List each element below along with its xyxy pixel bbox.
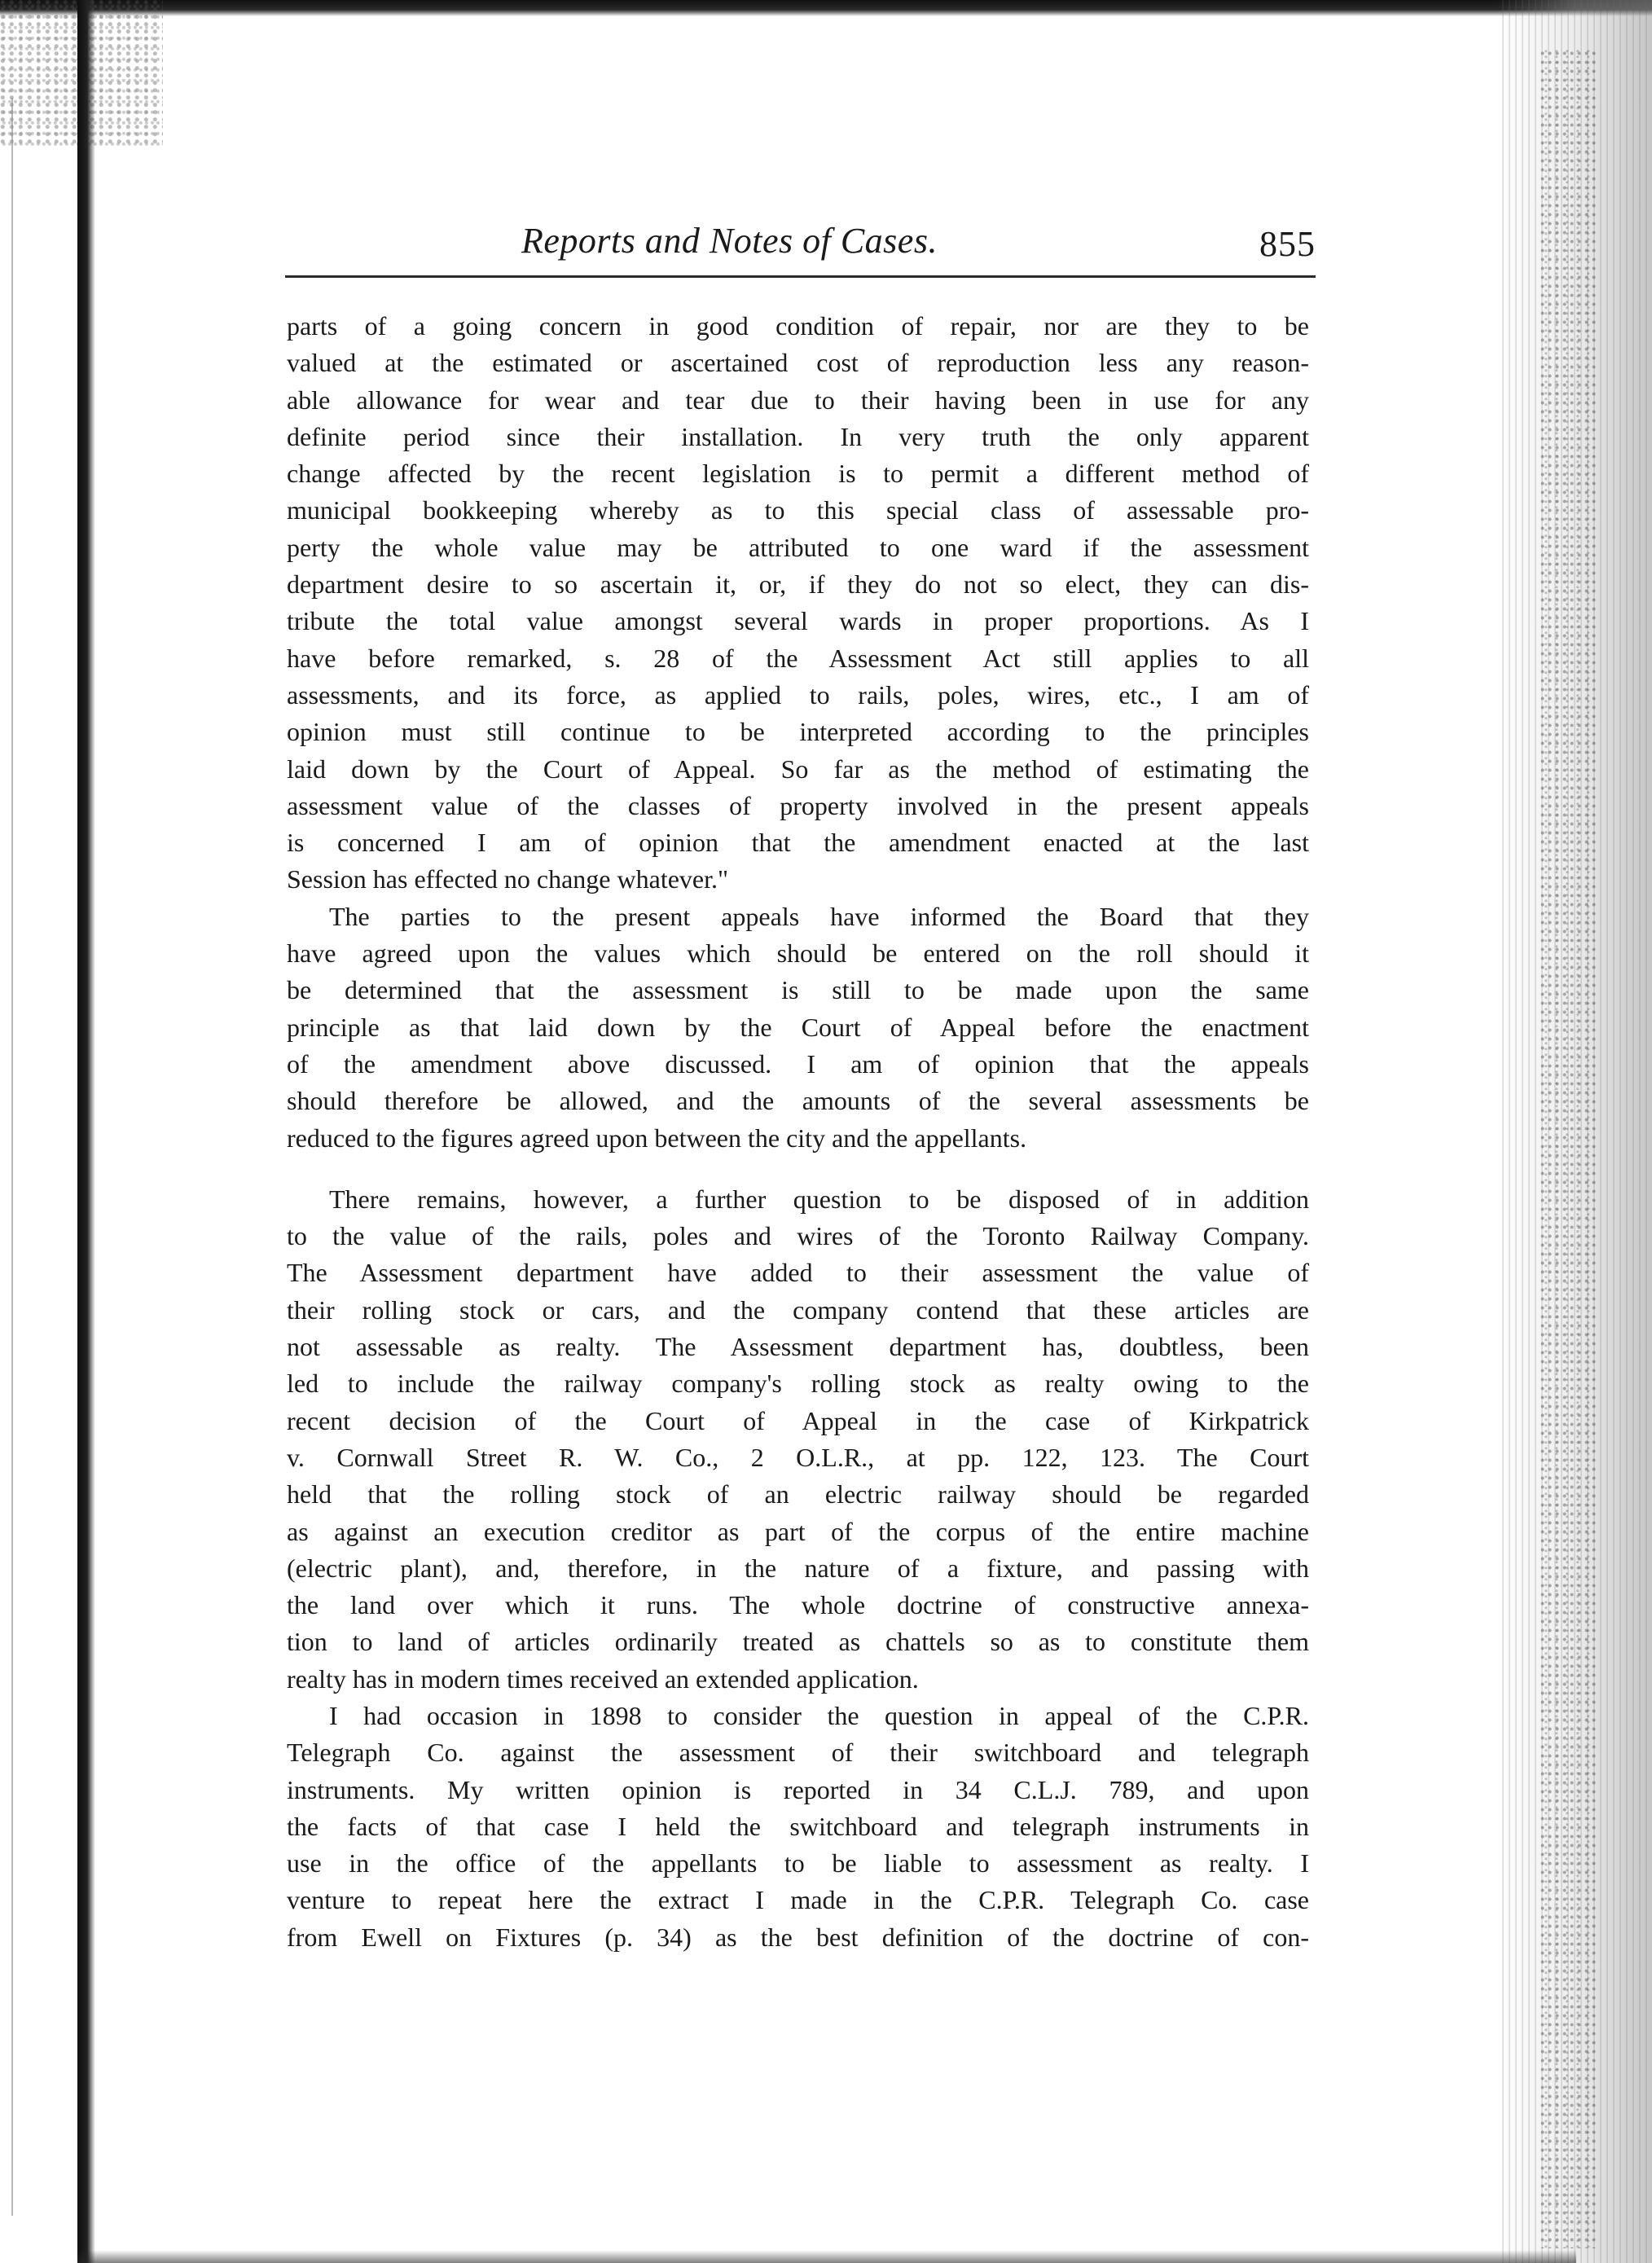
text-line: I had occasion in 1898 to consider the question in appeal of the C.P.R. [329,1700,1309,1730]
text-line: of the amendment above discussed. I am of opinion that the appeals [287,1048,1309,1079]
text-line: from Ewell on Fixtures (p. 34) as the best definition of the doctrine of con- [287,1922,1309,1952]
paragraph-2 [287,899,1309,1157]
text-line: reduced to the figures agreed upon between the city and the appellants. [287,1123,1027,1153]
text-line: should therefore be allowed, and the amounts of the several assessments be [287,1086,1309,1116]
paragraph-3 [287,1181,1309,1698]
text-line: municipal bookkeeping whereby as to this special class of assessable pro- [287,495,1309,525]
text-line: able allowance for wear and tear due to their having been in use for any [287,384,1309,415]
text-line: their rolling stock or cars, and the company contend that these articles are [287,1294,1309,1325]
text-line: have before remarked, s. 28 of the Assessment Act still applies to all [287,643,1309,673]
text-line: use in the office of the appellants to be liable to assessment as realty. I [287,1848,1309,1879]
text-line: the land over which it runs. The whole doctrine of constructive annexa- [287,1590,1309,1620]
page-number: 855 [1259,224,1316,264]
text-line: the facts of that case I held the switchboard and telegraph instruments in [287,1811,1309,1841]
text-line: department desire to so ascertain it, or, if they do not so elect, they can dis- [287,569,1309,600]
text-line: be determined that the assessment is still to be made upon the same [287,975,1309,1005]
text-line: tion to land of articles ordinarily treated as chattels so as to constitute them [287,1627,1309,1657]
text-line: led to include the railway company's rolling stock as realty owing to the [287,1369,1309,1399]
text-line: realty has in modern times received an extended application. [287,1663,919,1694]
text-line: definite period since their installation. In very truth the only apparent [287,421,1309,451]
scan-edge-left-line [11,98,13,2216]
scan-edge-top [0,0,1652,16]
text-line: as against an execution creditor as part of the corpus of the entire machine [287,1516,1309,1546]
text-line: Telegraph Co. against the assessment of their switchboard and telegraph [287,1738,1309,1768]
text-line: change affected by the recent legislation is to permit a different method of [287,459,1309,489]
text-line: The Assessment department have added to their assessment the value of [287,1258,1309,1288]
running-title: Reports and Notes of Cases. [521,221,938,261]
text-line: principle as that laid down by the Court of Appeal before the enactment [287,1012,1309,1042]
text-line: laid down by the Court of Appeal. So far as the method of estimating the [287,754,1309,784]
paragraph-4 [287,1698,1309,1956]
text-line: v. Cornwall Street R. W. Co., 2 O.L.R., at pp. 122, 123. The Court [287,1442,1309,1472]
scan-speckle-right [1540,49,1597,2248]
text-line: perty the whole value may be attributed to one ward if the assessment [287,532,1309,562]
text-line: held that the rolling stock of an electric railway should be regarded [287,1479,1309,1509]
text-line: assessment value of the classes of property involved in the present appeals [287,790,1309,820]
text-line: recent decision of the Court of Appeal in the case of Kirkpatrick [287,1405,1309,1435]
text-block [287,308,1309,1956]
header-rule [285,275,1316,278]
text-line: The parties to the present appeals have informed the Board that they [329,901,1309,931]
running-head [285,213,1316,270]
text-line: have agreed upon the values which should be entered on the roll should it [287,938,1309,969]
scan-edge-bottom [77,2250,1576,2263]
text-line: parts of a going concern in good condition of repair, nor are they to be [287,311,1309,341]
text-line: valued at the estimated or ascertained cost of reproduction less any reason- [287,348,1309,378]
text-line: tribute the total value amongst several wards in proper proportions. As I [287,606,1309,636]
paragraph-gap [287,1157,1309,1181]
text-line: instruments. My written opinion is reported in 34 C.L.J. 789, and upon [287,1774,1309,1804]
text-line: (electric plant), and, therefore, in the nature of a fixture, and passing with [287,1553,1309,1583]
scan-edge-left [77,0,95,2263]
text-line: Session has effected no change whatever." [287,864,729,894]
text-line: is concerned I am of opinion that the amendment enacted at the last [287,828,1309,858]
text-line: opinion must still continue to be interpreted according to the principles [287,717,1309,747]
text-line: not assessable as realty. The Assessment department has, doubtless, been [287,1332,1309,1362]
paragraph-1 [287,308,1309,899]
text-line: venture to repeat here the extract I made in the C.P.R. Telegraph Co. case [287,1885,1309,1915]
text-line: assessments, and its force, as applied to rails, poles, wires, etc., I am of [287,679,1309,710]
text-line: There remains, however, a further question to be disposed of in addition [329,1184,1309,1214]
text-line: to the value of the rails, poles and wires of the Toronto Railway Company. [287,1221,1309,1251]
